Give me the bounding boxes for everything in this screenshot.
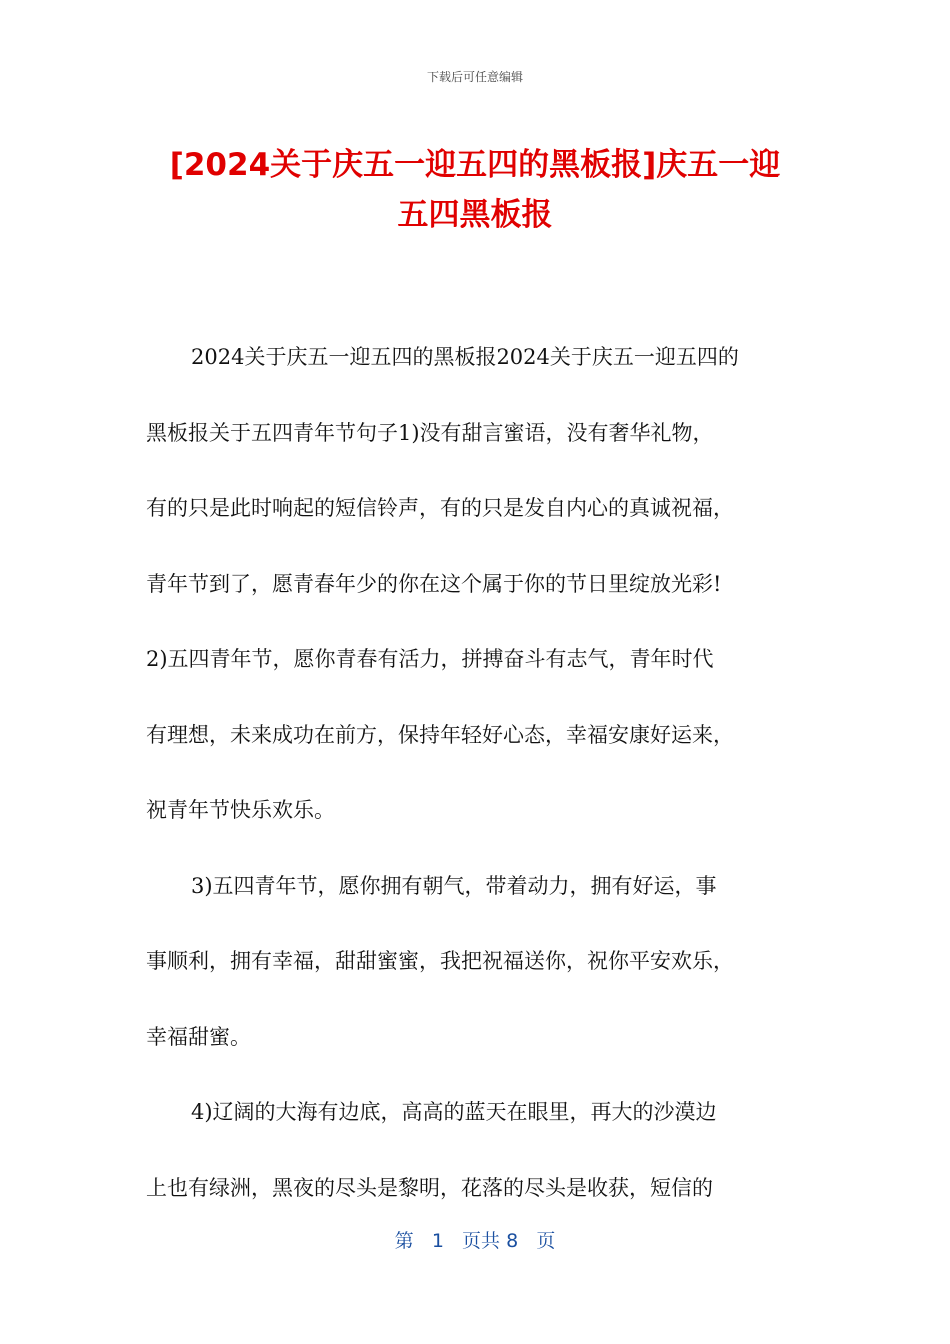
body-line: 4)辽阔的大海有边底，高高的蓝天在眼里，再大的沙漠边: [191, 1100, 717, 1124]
body-line: 有理想，未来成功在前方，保持年轻好心态，幸福安康好运来，: [146, 722, 734, 747]
body-line: 祝青年节快乐欢乐。: [146, 798, 335, 822]
body-text: [146, 320, 806, 1226]
current-page-number: 1: [431, 1230, 444, 1252]
title-line-1: [2024关于庆五一迎五四的黑板报]庆五一迎: [169, 147, 781, 183]
body-line: 3)五四青年节，愿你拥有朝气，带着动力，拥有好运，事: [191, 873, 717, 898]
page-number-footer: [0, 1226, 950, 1253]
body-line: 黑板报关于五四青年节句子1)没有甜言蜜语，没有奢华礼物，: [146, 420, 714, 445]
document-title: [110, 140, 840, 240]
total-page-count: 8: [506, 1230, 519, 1252]
body-line: 幸福甜蜜。: [146, 1024, 251, 1049]
footer-middle: 页共: [462, 1230, 501, 1252]
footer-prefix: 第: [394, 1230, 414, 1252]
body-line: 青年节到了，愿青春年少的你在这个属于你的节日里绽放光彩!: [146, 571, 722, 596]
body-line: 事顺利，拥有幸福，甜甜蜜蜜，我把祝福送你，祝你平安欢乐，: [146, 949, 734, 973]
footer-suffix: 页: [536, 1230, 556, 1252]
body-line: 2024关于庆五一迎五四的黑板报2024关于庆五一迎五四的: [191, 345, 739, 369]
body-line: 2)五四青年节，愿你青春有活力，拼搏奋斗有志气，青年时代: [146, 647, 714, 671]
body-line: 有的只是此时响起的短信铃声，有的只是发自内心的真诚祝福，: [146, 496, 734, 520]
title-line-2: 五四黑板报: [397, 197, 553, 233]
header-note: 下载后可任意编辑: [426, 70, 523, 84]
body-line: 上也有绿洲，黑夜的尽头是黎明，花落的尽头是收获，短信的: [146, 1175, 713, 1200]
